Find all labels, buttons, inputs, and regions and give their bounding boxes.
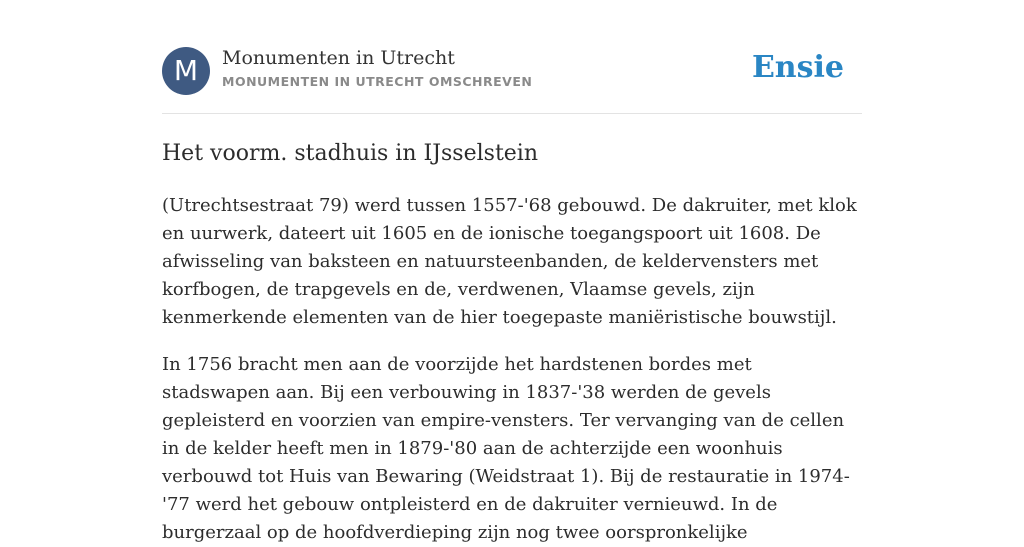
avatar[interactable]: M [162,47,210,95]
site-title[interactable]: Monumenten in Utrecht [222,47,455,69]
article-body [162,192,862,547]
site-subtitle: MONUMENTEN IN UTRECHT OMSCHREVEN [222,74,533,89]
page [162,0,862,543]
article-title: Het voorm. stadhuis in IJsselstein [162,141,539,166]
ensie-logo[interactable]: Ensie [751,50,844,85]
header [162,0,862,114]
article-paragraph: (Utrechtsestraat 79) werd tussen 1557-'68 gebouwd. De dakruiter, met klok en uurwerk, dateert uit 1605 en de ionische toegangspoort uit 1608. De afwisseling van baksteen en natuursteenbanden, de keldervensters met korfbogen, de trapgevels en de, verdwenen, Vlaamse gevels, zijn kenmerkende elementen van de hier toegepaste maniëristische bouwstijl. [162,195,857,328]
article-paragraph: In 1756 bracht men aan de voorzijde het hardstenen bordes met stadswapen aan. Bij een verbouwing in 1837-'38 werden de gevels gepleisterd en voorzien van empire-vensters. Ter vervanging van de cellen in de kelder heeft men in 1879-'80 aan de achterzijde een woonhuis verbouwd tot Huis van Bewaring (Weidstraat 1). Bij de restauratie in 1974-'77 werd het gebouw ontpleisterd en de dakruiter vernieuwd. In de burgerzaal op de hoofdverdieping zijn nog twee oorspronkelijke [162,354,850,543]
site-title-block [222,46,532,90]
